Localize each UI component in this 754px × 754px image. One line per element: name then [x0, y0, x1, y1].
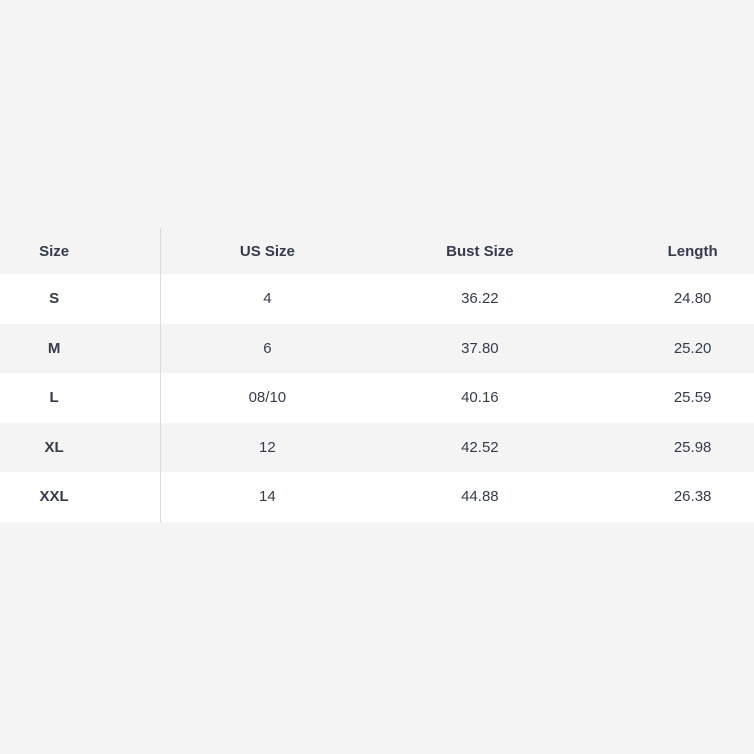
- size-label-cell: XL: [0, 423, 161, 473]
- size-chart-scroll-area[interactable]: [0, 228, 754, 522]
- table-header-row: [0, 228, 754, 274]
- bust-size-cell: 42.52: [461, 438, 499, 456]
- size-label-cell: L: [0, 373, 161, 423]
- size-chart-table: [0, 228, 754, 522]
- us-size-cell: 4: [263, 290, 272, 308]
- size-label-cell: S: [0, 274, 161, 324]
- us-size-cell: 6: [263, 339, 272, 357]
- column-header-us-size: US Size: [239, 242, 295, 260]
- bust-size-cell: 37.80: [461, 339, 499, 357]
- table-row: [0, 274, 754, 324]
- table-row: [0, 423, 754, 473]
- length-cell: 26.38: [673, 488, 712, 506]
- column-header-length: Length: [667, 242, 718, 260]
- table-row: [0, 324, 754, 374]
- length-cell: 24.80: [673, 290, 712, 308]
- column-header-bust-size: Bust Size: [446, 242, 514, 260]
- table-row: [0, 472, 754, 522]
- us-size-cell: 14: [259, 488, 276, 506]
- length-cell: 25.98: [673, 438, 712, 456]
- size-label-cell: XXL: [0, 472, 161, 522]
- bust-size-cell: 44.88: [461, 488, 499, 506]
- length-cell: 25.59: [673, 389, 712, 407]
- bust-size-cell: 40.16: [461, 389, 499, 407]
- us-size-cell: 08/10: [248, 389, 287, 407]
- length-cell: 25.20: [673, 339, 712, 357]
- column-header-size: Size: [0, 228, 161, 274]
- bust-size-cell: 36.22: [461, 290, 499, 308]
- table-row: [0, 373, 754, 423]
- size-label-cell: M: [0, 324, 161, 374]
- us-size-cell: 12: [259, 438, 276, 456]
